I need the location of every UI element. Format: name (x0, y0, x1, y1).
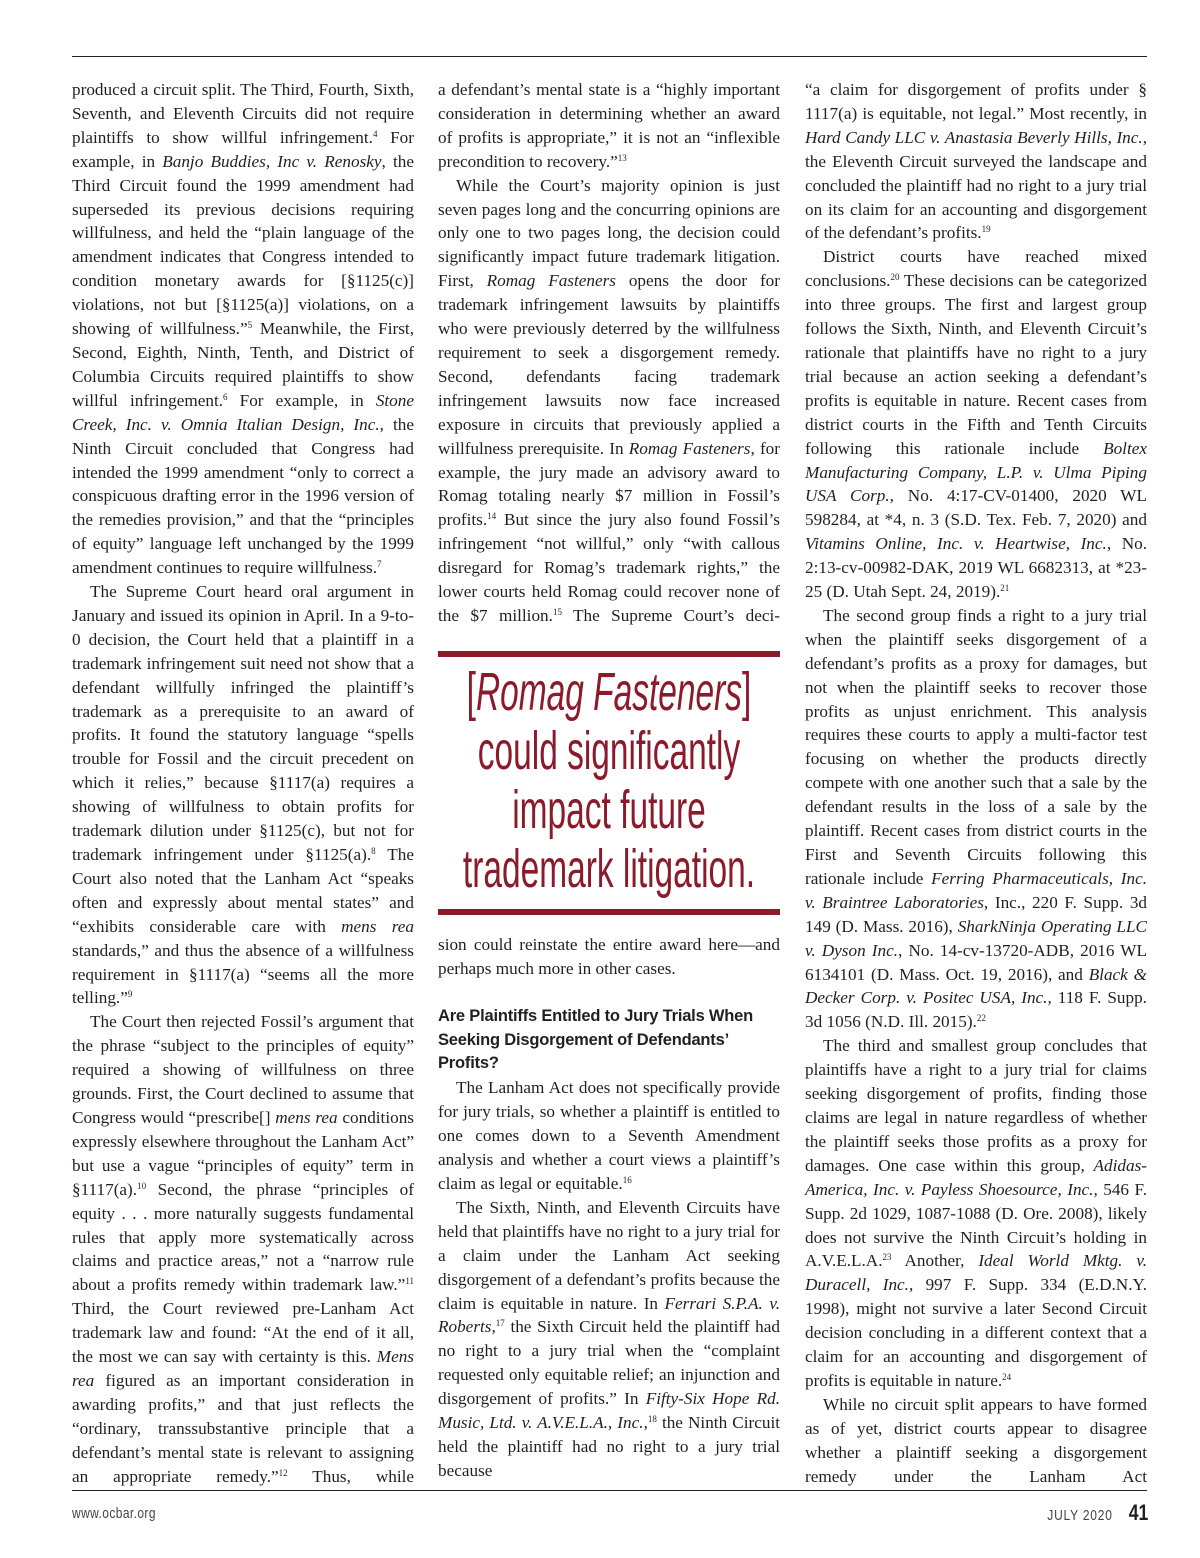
paragraph (805, 78, 1147, 245)
footnote-ref: 17 (495, 1318, 505, 1329)
italic-case-name: Fifty-Six Hope Rd. Music, Ltd. v. A.V.E.L.A., Inc. (438, 1389, 781, 1433)
text-run: , 118 F. Supp. 3d 1056 (N.D. Ill. 2015). (805, 988, 1147, 1032)
text-run: Meanwhile, the First, Second, Eighth, Ninth, Tenth, and District of Columbia Circuits required plaintiffs to show willful infringement. (72, 319, 414, 410)
footnote-ref: 5 (247, 320, 253, 331)
paragraph (438, 1196, 780, 1483)
text-run: The Lanham Act does not specifically provide for jury trials, so whether a plaintiff is entitled to one comes down to a Seventh Amendment analysis and whether a court views a plaintiff’s claim as legal or equitable. (438, 1078, 780, 1193)
text-run: These decisions can be categorized into three groups. The first and largest group follows the Sixth, Ninth, and Eleventh Circuit’s rationale that plaintiffs have no right to a jury trial because an action seeking a defendant’s profits is equitable in nature. Recent cases from district courts in the Fifth and Tenth Circuits following this rationale include (805, 271, 1147, 458)
text-run: For example, in (72, 127, 414, 171)
italic-case-name: Hard Candy LLC v. Anastasia Beverly Hills, Inc. (805, 127, 1143, 147)
text-run: the Sixth Circuit held the plaintiff had no right to a jury trial when the “complaint requested only equitable relief; an injunction and disgorgement of profits.” In (438, 1317, 780, 1409)
footnote-ref: 10 (137, 1180, 147, 1191)
text-run: , 997 F. Supp. 334 (E.D.N.Y. 1998), might not survive a later Second Circuit decision concluding in a different context that a claim for an accounting and disgorgement of profits is equitable in nature. (805, 1275, 1148, 1390)
text-run: , (643, 1413, 648, 1433)
text-run: , Inc., 220 F. Supp. 3d 149 (D. Mass. 2016), (805, 892, 1148, 936)
italic-case-name: Banjo Buddies, Inc v. Renosky (162, 151, 382, 171)
italic-case-name: Adidas-America, Inc. v. Payless Shoesource, Inc. (805, 1155, 1147, 1199)
footnote-ref: 4 (372, 128, 378, 139)
footnote-ref: 18 (647, 1414, 657, 1425)
footnote-ref: 13 (617, 152, 627, 163)
text-run: But since the jury also found Fossil’s infringement “not willful,” only “with callous disregard for Romag’s trademark rights,” the lower courts held Romag could recover none of the $7 million. (438, 510, 780, 625)
paragraph (72, 1010, 414, 1488)
text-run: Another, (891, 1251, 979, 1271)
paragraph (438, 1076, 780, 1196)
text-run: a defendant’s mental state is a “highly important consideration in determining whether an award of profits is appropriate,” it is not an “inflexible precondition to recovery.” (438, 80, 780, 171)
text-run: , 546 F. Supp. 2d 1029, 1087-1088 (D. Ore. 2008), likely does not survive the Ninth Circuit’s holding in A.V.E.L.A. (805, 1179, 1147, 1271)
paragraph (805, 604, 1147, 1034)
paragraph (438, 174, 780, 628)
footnote-ref: 8 (371, 846, 376, 856)
text-run: The Sixth, Ninth, and Eleventh Circuits have held that plaintiffs have no right to a jury trial for a claim under the Lanham Act seeking disgorgement of a defendant’s profits because the claim is equitable in nature. In (438, 1197, 780, 1313)
footnote-ref: 16 (622, 1175, 632, 1185)
text-run: While the Court’s majority opinion is just seven pages long and the concurring opinions are only one to two pages long, the decision could significantly impact future trademark litigation. First, (438, 175, 780, 291)
paragraph (805, 1393, 1147, 1489)
italic-case-name: Ferrari S.P.A. v. Roberts (438, 1293, 780, 1337)
text-run: The Court also noted that the Lanham Act “speaks often and expressly about mental states” and “exhibits considerable care with (72, 845, 414, 936)
footnote-ref: 23 (882, 1252, 892, 1263)
paragraph (438, 78, 780, 174)
italic-case-name: Ideal World Mktg. v. Duracell, Inc. (805, 1251, 1147, 1295)
top-rule (72, 56, 1147, 57)
text-run: The Court then rejected Fossil’s argument that the phrase “subject to the principles of equity” required a showing of willfulness on three grounds. First, the Court declined to assume that Congress would “prescribe[] (72, 1012, 414, 1127)
pull-quote-line-4: trademark litigation. (462, 838, 756, 899)
pull-quote-case-name: Romag Fasteners (475, 661, 743, 722)
bracket: [ (466, 661, 476, 722)
footnote-ref: 24 (1002, 1371, 1012, 1382)
footer-website[interactable]: www.ocbar.org (72, 1505, 156, 1522)
footnote-ref: 20 (890, 272, 900, 283)
italic-case-name: Vitamins Online, Inc. v. Heartwise, Inc. (805, 534, 1107, 554)
text-run: District courts have reached mixed conclusions. (805, 247, 1147, 291)
footer-issue (1047, 1500, 1148, 1526)
issue-date: JULY 2020 (1046, 1507, 1113, 1524)
page-number: 41 (1128, 1500, 1148, 1525)
pull-quote-line-3: impact future (512, 779, 706, 840)
text-run: , No. 14-cv-13720-ADB, 2016 WL 6134101 (D. Mass. Oct. 19, 2016), and (805, 940, 1147, 984)
text-run: , No. 2:13-cv-00982-DAK, 2019 WL 6682313, at *23-25 (D. Utah Sept. 24, 2019). (805, 534, 1147, 602)
footnote-ref: 6 (223, 391, 228, 402)
footnote-ref: 19 (981, 224, 991, 235)
paragraph (72, 78, 414, 580)
text-run: figured as an important consideration in awarding profits,” and that just reflects the “ordinary, transsubstantive principle that a defendant’s mental state is relevant to assigning an appropriate remedy.” (72, 1370, 414, 1486)
italic-case-name: Boltex Manufacturing Company, L.P. v. Ulma Piping USA Corp. (805, 438, 1147, 506)
pull-quote-line-1 (429, 663, 790, 722)
text-run: While no circuit split appears to have formed as of yet, district courts appear to disagree whether a plaintiff seeking a disgorgement remedy under the Lanham Act (805, 1394, 1147, 1486)
text-run: The Supreme Court’s deci- (561, 605, 780, 625)
bracket: ] (742, 661, 752, 722)
text-run: sion could reinstate the entire award here—and perhaps much more in other cases. (438, 934, 780, 978)
text-run: Second, the phrase “principles of equity . . . more naturally suggests fundamental rules that apply more systematically across claims and practice areas,” not a “narrow rule about a profits remedy within trademark law.” (72, 1179, 414, 1295)
text-run: produced a circuit split. The Third, Fourth, Sixth, Seventh, and Eleventh Circuits did not require plaintiffs to show willful infringement. (72, 80, 414, 147)
italic-case-name: Mens rea (72, 1347, 414, 1390)
section-heading: Are Plaintiffs Entitled to Jury Trials When Seeking Disgorgement of Defendants’ Profits? (438, 1006, 754, 1073)
text-run: The third and smallest group concludes that plaintiffs have a right to a jury trial for claims seeking disgorgement of profits, finding those claims are legal in nature regardless of whether the plaintiff seeks those profits as a proxy for damages. One case within this group, (805, 1036, 1147, 1175)
text-run: Third, the Court reviewed pre-Lanham Act trademark law and found: “At the end of it all, the most we can say with certainty is this. (72, 1299, 414, 1367)
paragraph (438, 933, 780, 981)
footnote-ref: 21 (1000, 583, 1010, 594)
text-run: The Supreme Court heard oral argument in January and issued its opinion in April. In a 9-to-0 decision, the Court held that a plaintiff in a trademark infringement suit need not show that a defendant willfully infringed the plaintiff’s trademark as a prerequisite to an award of profits. It found the statutory language “spells trouble for Fossil and the circuit precedent on which it relies,” because §1117(a) requires a showing of willfulness to obtain profits for trademark dilution under §1125(c), but not for trademark infringement under §1125(a). (72, 582, 414, 864)
footnote-ref: 14 (487, 511, 497, 522)
pull-quote (438, 651, 780, 915)
footnote-ref: 7 (377, 559, 382, 570)
column-2 (438, 78, 780, 1483)
text-run: , for example, the jury made an advisory award to Romag totaling nearly $7 million in Fossil’s profits. (438, 438, 780, 530)
italic-case-name: Romag Fasteners (628, 438, 751, 458)
text-run: For example, in (227, 390, 376, 410)
column-1 (72, 78, 414, 1488)
footnote-ref: 22 (976, 1013, 986, 1024)
text-run: , the Third Circuit found the 1999 amendment had superseded its previous decisions requiring willfulness, and held the “plain language of the amendment indicates that Congress intended to condition monetary awards for [§1125(c)] violations, not but [§1125(a)] violations, on a showing of willfulness.” (72, 151, 414, 339)
italic-case-name: mens rea (275, 1107, 338, 1127)
italic-case-name: mens rea (341, 916, 414, 936)
text-run: The second group finds a right to a jury trial when the plaintiff seeks disgorgement of a defendant’s profits as a proxy for damages, but not when the plaintiff seeks to recover those profits as unjust enrichment. This analysis requires these courts to apply a multi-factor test focusing on whether the products directly compete with one another such that a sale by the defendant results in the loss of a sale by the plaintiff. Recent cases from district courts in the First and Seventh Circuits following this rationale include (805, 605, 1147, 888)
text-run: , the Ninth Circuit concluded that Congress had intended the 1999 amendment “only to correct a conspicuous drafting error in the 1996 version of the remedies provision,” and that the “principles of equity” language left unchanged by the 1999 amendment continues to require willfulness. (72, 414, 414, 578)
footnote-ref: 12 (278, 1467, 288, 1478)
text-run: Thus, while (287, 1466, 414, 1486)
text-run: conditions expressly elsewhere throughout the Lanham Act” but use a vague “principles of equity” term in §1117(a). (72, 1107, 414, 1199)
paragraph (72, 580, 414, 1010)
text-run: standards,” and thus the absence of a willfulness requirement in §1117(a) “seems all the more telling.” (72, 940, 414, 1008)
italic-case-name: Romag Fasteners (486, 271, 616, 291)
text-run: , (491, 1317, 496, 1337)
italic-case-name: Stone Creek, Inc. v. Omnia Italian Design, Inc. (72, 390, 414, 434)
text-run: , No. 4:17-CV-01400, 2020 WL 598284, at *4, n. 3 (S.D. Tex. Feb. 7, 2020) and (805, 486, 1147, 530)
text-run: “a claim for disgorgement of profits under § 1117(a) is equitable, not legal.” Most recently, in (805, 80, 1147, 123)
italic-case-name: Black & Decker Corp. v. Positec USA, Inc. (805, 964, 1147, 1008)
italic-case-name: Ferring Pharmaceuticals, Inc. v. Braintree Laboratories (805, 868, 1147, 912)
text-run: the Ninth Circuit held the plaintiff had no right to a jury trial because (438, 1413, 780, 1480)
italic-case-name: SharkNinja Operating LLC v. Dyson Inc. (805, 916, 1147, 960)
text-run: , the Eleventh Circuit surveyed the landscape and concluded the plaintiff had no right to a jury trial on its claim for an accounting and disgorgement of the defendant’s profits. (805, 127, 1147, 243)
footnote-ref: 9 (127, 989, 133, 1000)
footer-rule (72, 1490, 1147, 1491)
footnote-ref: 15 (552, 606, 562, 617)
footnote-ref: 11 (405, 1276, 414, 1287)
column-3 (805, 78, 1147, 1488)
paragraph (805, 245, 1147, 604)
text-run: opens the door for trademark infringement lawsuits by plaintiffs who were previously deterred by the willfulness requirement to seek a disgorgement remedy. Second, defendants facing trademark infringement lawsuits now face increased exposure in circuits that previously applied a willfulness prerequisite. In (438, 271, 780, 458)
pull-quote-line-2: could significantly (477, 720, 741, 781)
paragraph (805, 1034, 1147, 1393)
